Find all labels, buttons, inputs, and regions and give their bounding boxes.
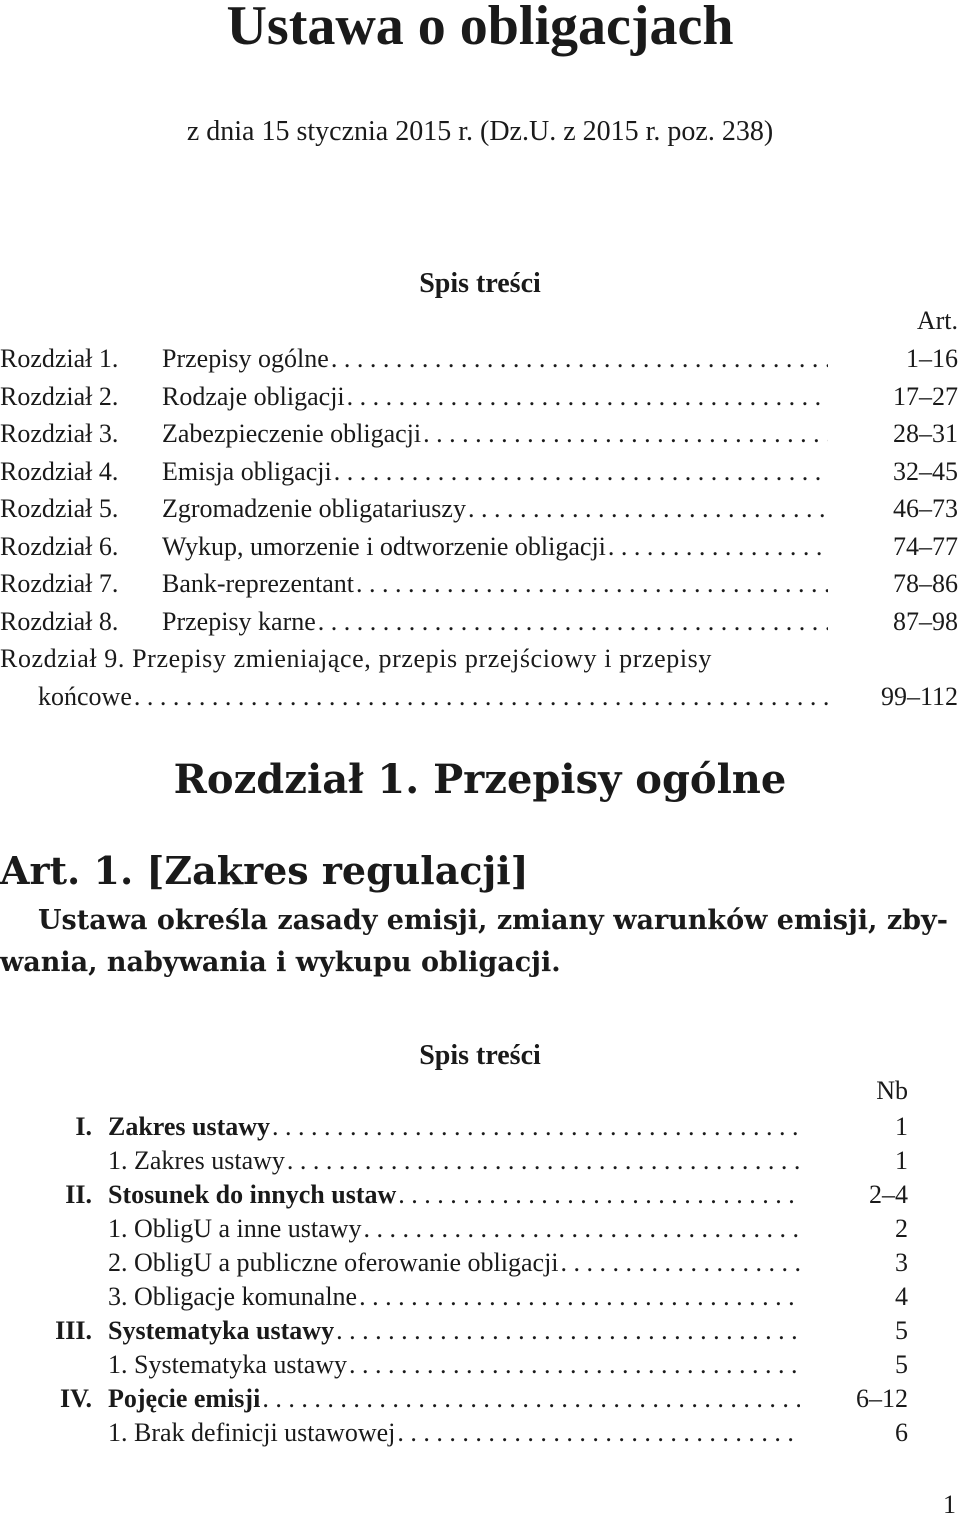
toc-leader-dots [287,1144,800,1178]
toc-chapter-title: Przepisy zmieniające, przepis przejściowy i przepisy [132,644,713,673]
toc-entry-multiline[interactable] [0,640,960,715]
chapter-heading: Rozdział 1. Przepisy ogólne [173,756,787,803]
toc-subsection-number: 3. [108,1282,128,1311]
commentary-toc-column-label: Nb [876,1076,908,1105]
toc-leader-dots [423,415,828,453]
toc-entry[interactable] [0,603,960,641]
toc-leader-dots [359,1280,800,1314]
toc-entry[interactable] [0,490,960,528]
toc-subsection-title [108,1280,357,1314]
toc-chapter-title: Emisja obligacji [162,456,332,486]
commentary-toc-subsection[interactable] [0,1348,960,1382]
toc-chapter-number: Rozdział 9. [0,644,126,673]
toc-margin-number: 4 [895,1282,908,1311]
commentary-toc-subsection[interactable] [0,1280,960,1314]
toc-chapter-title-continued: końcowe [38,681,132,711]
commentary-toc-section[interactable] [0,1314,960,1348]
article-body [0,900,956,984]
toc-leader-dots [561,1246,800,1280]
toc-leader-dots [356,565,828,603]
toc-chapter-title: Zgromadzenie obligatariuszy [162,494,466,523]
toc-subsection-title [108,1246,559,1280]
commentary-table-of-contents [0,1110,960,1450]
toc-subsection-label: Zakres ustawy [134,1146,285,1175]
toc-subsection-number: 1. [108,1350,128,1379]
toc-entry-second-line [0,678,960,716]
article-heading: Art. 1. [Zakres regulacji] [0,848,529,893]
toc-margin-number: 2 [895,1214,908,1243]
toc-subsection-label: ObligU a publiczne oferowanie obligacji [134,1248,559,1277]
commentary-toc-heading: Spis treści [419,1040,541,1071]
toc-leader-dots [262,1382,800,1416]
toc-column-label: Art. [916,306,958,335]
toc-subsection-number: 1. [108,1214,128,1243]
toc-chapter-number: Rozdział 2. [0,381,119,411]
toc-section-title: Stosunek do innych ustaw [108,1180,397,1209]
toc-leader-dots [349,1348,800,1382]
toc-leader-dots [334,453,828,491]
article-body-line: Ustawa określa zasady emisji, zmiany warunków emisji, zby- [38,905,948,936]
toc-margin-number: 2–4 [869,1180,908,1209]
commentary-toc-section[interactable] [0,1110,960,1144]
toc-entry[interactable] [0,378,960,416]
toc-leader-dots [363,1212,800,1246]
article-body-line: wania, nabywania i wykupu obligacji. [0,947,561,978]
toc-leader-dots [331,340,828,378]
toc-section-title: Pojęcie emisji [108,1384,261,1413]
toc-chapter-title: Wykup, umorzenie i odtworzenie obligacji [162,531,606,561]
toc-subsection-title [108,1348,347,1382]
toc-article-range: 46–73 [893,494,958,523]
toc-chapter-number: Rozdział 4. [0,456,119,486]
toc-article-range: 99–112 [880,681,958,711]
toc-subsection-label: Systematyka ustawy [134,1350,348,1379]
toc-chapter-title: Przepisy ogólne [162,344,329,373]
toc-chapter-title: Zabezpieczenie obligacji [162,419,422,448]
toc-article-range: 17–27 [893,381,958,411]
toc-subsection-title [108,1144,285,1178]
commentary-toc-section[interactable] [0,1382,960,1416]
toc-subsection-label: Obligacje komunalne [134,1282,358,1311]
toc-subsection-number: 1. [108,1418,128,1447]
toc-subsection-number: 1. [108,1146,128,1175]
page-number: 1 [943,1490,956,1519]
toc-chapter-title: Przepisy karne [162,606,316,636]
document-title: Ustawa o obligacjach [226,0,734,57]
toc-margin-number: 3 [895,1248,908,1277]
toc-subsection-title [108,1212,361,1246]
toc-margin-number: 1 [895,1146,908,1175]
toc-chapter-number: Rozdział 3. [0,419,119,448]
toc-section-title: Zakres ustawy [108,1112,271,1141]
toc-section-title: Systematyka ustawy [108,1316,335,1345]
toc-chapter-title: Rodzaje obligacji [162,381,345,411]
toc-chapter-title: Bank-reprezentant [162,569,355,598]
toc-margin-number: 1 [895,1112,908,1141]
commentary-toc-subsection[interactable] [0,1246,960,1280]
toc-chapter-number: Rozdział 5. [0,494,119,523]
commentary-toc-subsection[interactable] [0,1212,960,1246]
toc-leader-dots [272,1110,800,1144]
toc-chapter-number: Rozdział 1. [0,344,119,373]
toc-leader-dots [134,678,828,716]
commentary-toc-section[interactable] [0,1178,960,1212]
toc-leader-dots [397,1416,800,1450]
toc-article-range: 87–98 [893,606,958,636]
toc-entry[interactable] [0,453,960,491]
toc-heading: Spis treści [419,268,541,299]
toc-entry-first-line [0,640,960,678]
toc-chapter-number: Rozdział 6. [0,531,119,561]
toc-leader-dots [468,490,828,528]
toc-leader-dots [347,378,828,416]
toc-section-number: IV. [59,1384,92,1413]
toc-margin-number: 6 [895,1418,908,1447]
commentary-toc-subsection[interactable] [0,1144,960,1178]
toc-leader-dots [336,1314,800,1348]
document-subtitle: z dnia 15 stycznia 2015 r. (Dz.U. z 2015 r. poz. 238) [186,116,774,147]
toc-margin-number: 6–12 [856,1384,908,1413]
toc-subsection-label: ObligU a inne ustawy [134,1214,362,1243]
toc-article-range: 78–86 [893,569,958,598]
toc-leader-dots [318,603,828,641]
toc-entry[interactable] [0,340,960,378]
toc-margin-number: 5 [895,1316,908,1345]
toc-subsection-title [108,1416,395,1450]
toc-section-number: III. [55,1316,92,1345]
toc-subsection-label: Brak definicji ustawowej [134,1418,396,1447]
toc-section-number: I. [75,1112,92,1141]
toc-entry[interactable] [0,415,960,453]
toc-subsection-number: 2. [108,1248,128,1277]
toc-article-range: 1–16 [906,344,958,373]
toc-chapter-number: Rozdział 8. [0,606,119,636]
toc-chapter-number: Rozdział 7. [0,569,119,598]
toc-leader-dots [398,1178,800,1212]
toc-margin-number: 5 [895,1350,908,1379]
toc-article-range: 28–31 [893,419,958,448]
toc-section-number: II. [65,1180,92,1209]
toc-entry[interactable] [0,565,960,603]
toc-entry[interactable] [0,528,960,566]
table-of-contents [0,340,960,715]
commentary-toc-subsection[interactable] [0,1416,960,1450]
toc-article-range: 32–45 [893,456,958,486]
toc-leader-dots [608,528,828,566]
toc-article-range: 74–77 [893,531,958,561]
